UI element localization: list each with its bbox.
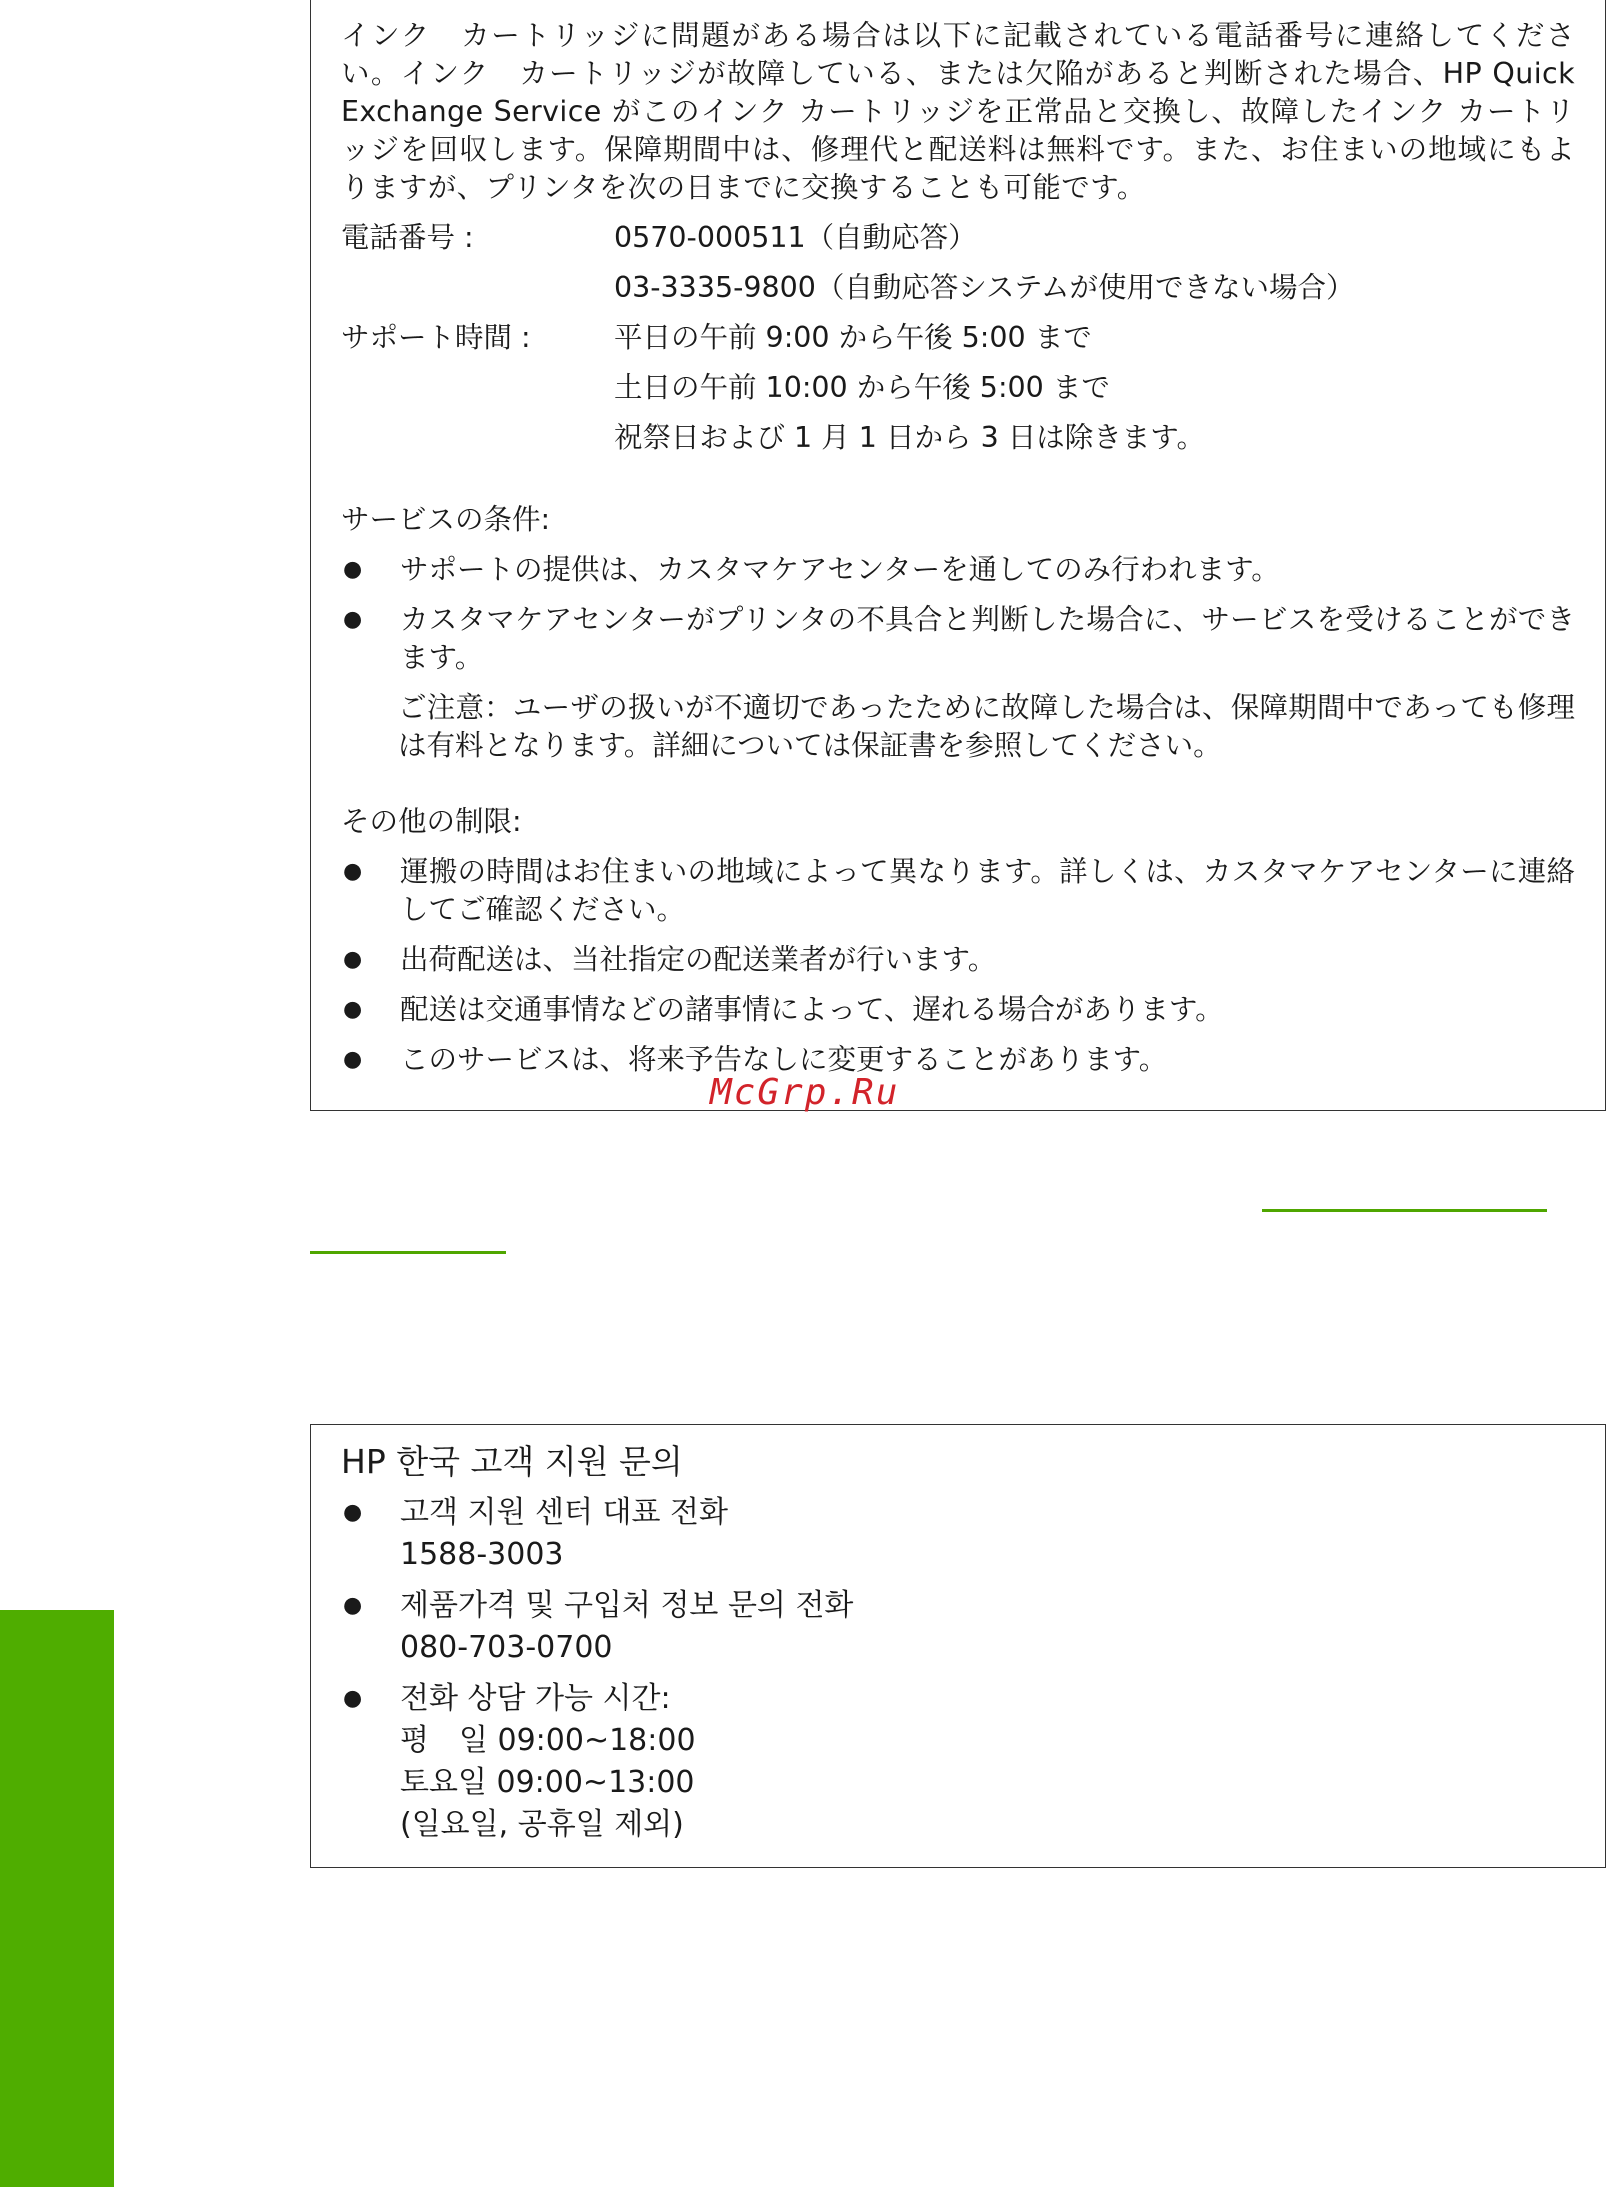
limits-heading: その他の制限:: [341, 805, 522, 838]
kr-item: ● 제품가격 및 구입처 정보 문의 전화 080-703-0700: [341, 1585, 1575, 1669]
phone-label: 電話番号 :: [341, 221, 474, 254]
hours-3: 祝祭日および 1 月 1 日から 3 日は除きます。: [614, 421, 1205, 454]
link-underline[interactable]: [310, 1251, 506, 1254]
hours-label: サポート時間 :: [341, 321, 531, 354]
kr-support-box: [310, 1424, 1606, 1868]
limit-item: ● このサービスは、将来予告なしに変更することがあります。: [341, 1041, 1575, 1079]
hours-1: 平日の午前 9:00 から午後 5:00 まで: [614, 321, 1092, 354]
bullet-icon: ●: [343, 557, 363, 582]
hours-row-3: [341, 413, 1575, 463]
kr-title: HP 한국 고객 지원 문의: [341, 1442, 683, 1481]
hours-2: 土日の午前 10:00 から午後 5:00 まで: [614, 371, 1110, 404]
bullet-icon: ●: [343, 1047, 363, 1072]
kr-item: ● 전화 상담 가능 시간: 평 일 09:00~18:00 토요일 09:00~13:00 (일요일, 공휴일 제외): [341, 1678, 1575, 1846]
phone-row-2: [341, 263, 1575, 313]
limit-item: ● 運搬の時間はお住まいの地域によって異なります。詳しくは、カスタマケアセンターに連絡してご確認ください。: [341, 853, 1575, 929]
bullet-icon: ●: [343, 1686, 363, 1711]
link-underline[interactable]: [1262, 1209, 1547, 1212]
bullet-icon: ●: [343, 947, 363, 972]
watermark-logo: McGrp.Ru: [710, 1072, 900, 1113]
note-paragraph: ご注意：ユーザの扱いが不適切であったために故障した場合は、保障期間中であっても修理は有料となります。詳細については保証書を参照してください。: [398, 691, 1575, 762]
phone-number-2: 03-3335-9800（自動応答システムが使用できない場合）: [614, 271, 1355, 304]
phone-number-1: 0570-000511（自動応答）: [614, 221, 977, 254]
bullet-icon: ●: [343, 1500, 363, 1525]
limit-item: ● 出荷配送は、当社指定の配送業者が行います。: [341, 941, 1575, 979]
condition-item: ● サポートの提供は、カスタマケアセンターを通してのみ行われます。: [341, 551, 1575, 589]
bullet-icon: ●: [343, 607, 363, 632]
conditions-heading: サービスの条件:: [341, 503, 551, 536]
intro-paragraph: インク カートリッジに問題がある場合は以下に記載されている電話番号に連絡してください。インク カートリッジが故障している、または欠陥があると判断された場合、HP Quick Exchange Service がこのインク カートリッジを正常品と交換し、故障したインク カートリッジを回収します。保障期間中は、修理代と配送料は無料です。また、お住まいの地域にもよりますが、プリンタを次の日までに交換することも可能です。: [341, 19, 1575, 204]
phone-row-1: [341, 213, 1575, 263]
hours-row-2: [341, 363, 1575, 413]
limit-item: ● 配送は交通事情などの諸事情によって、遅れる場合があります。: [341, 991, 1575, 1029]
bullet-icon: ●: [343, 997, 363, 1022]
bullet-icon: ●: [343, 859, 363, 884]
hours-row-1: [341, 313, 1575, 363]
condition-item: ● カスタマケアセンターがプリンタの不具合と判断した場合に、サービスを受けることができます。: [341, 601, 1575, 677]
chapter-side-tab: [0, 1610, 114, 2187]
jp-support-box: [310, 0, 1606, 1111]
bullet-icon: ●: [343, 1593, 363, 1618]
kr-item: ● 고객 지원 센터 대표 전화 1588-3003: [341, 1492, 1575, 1576]
